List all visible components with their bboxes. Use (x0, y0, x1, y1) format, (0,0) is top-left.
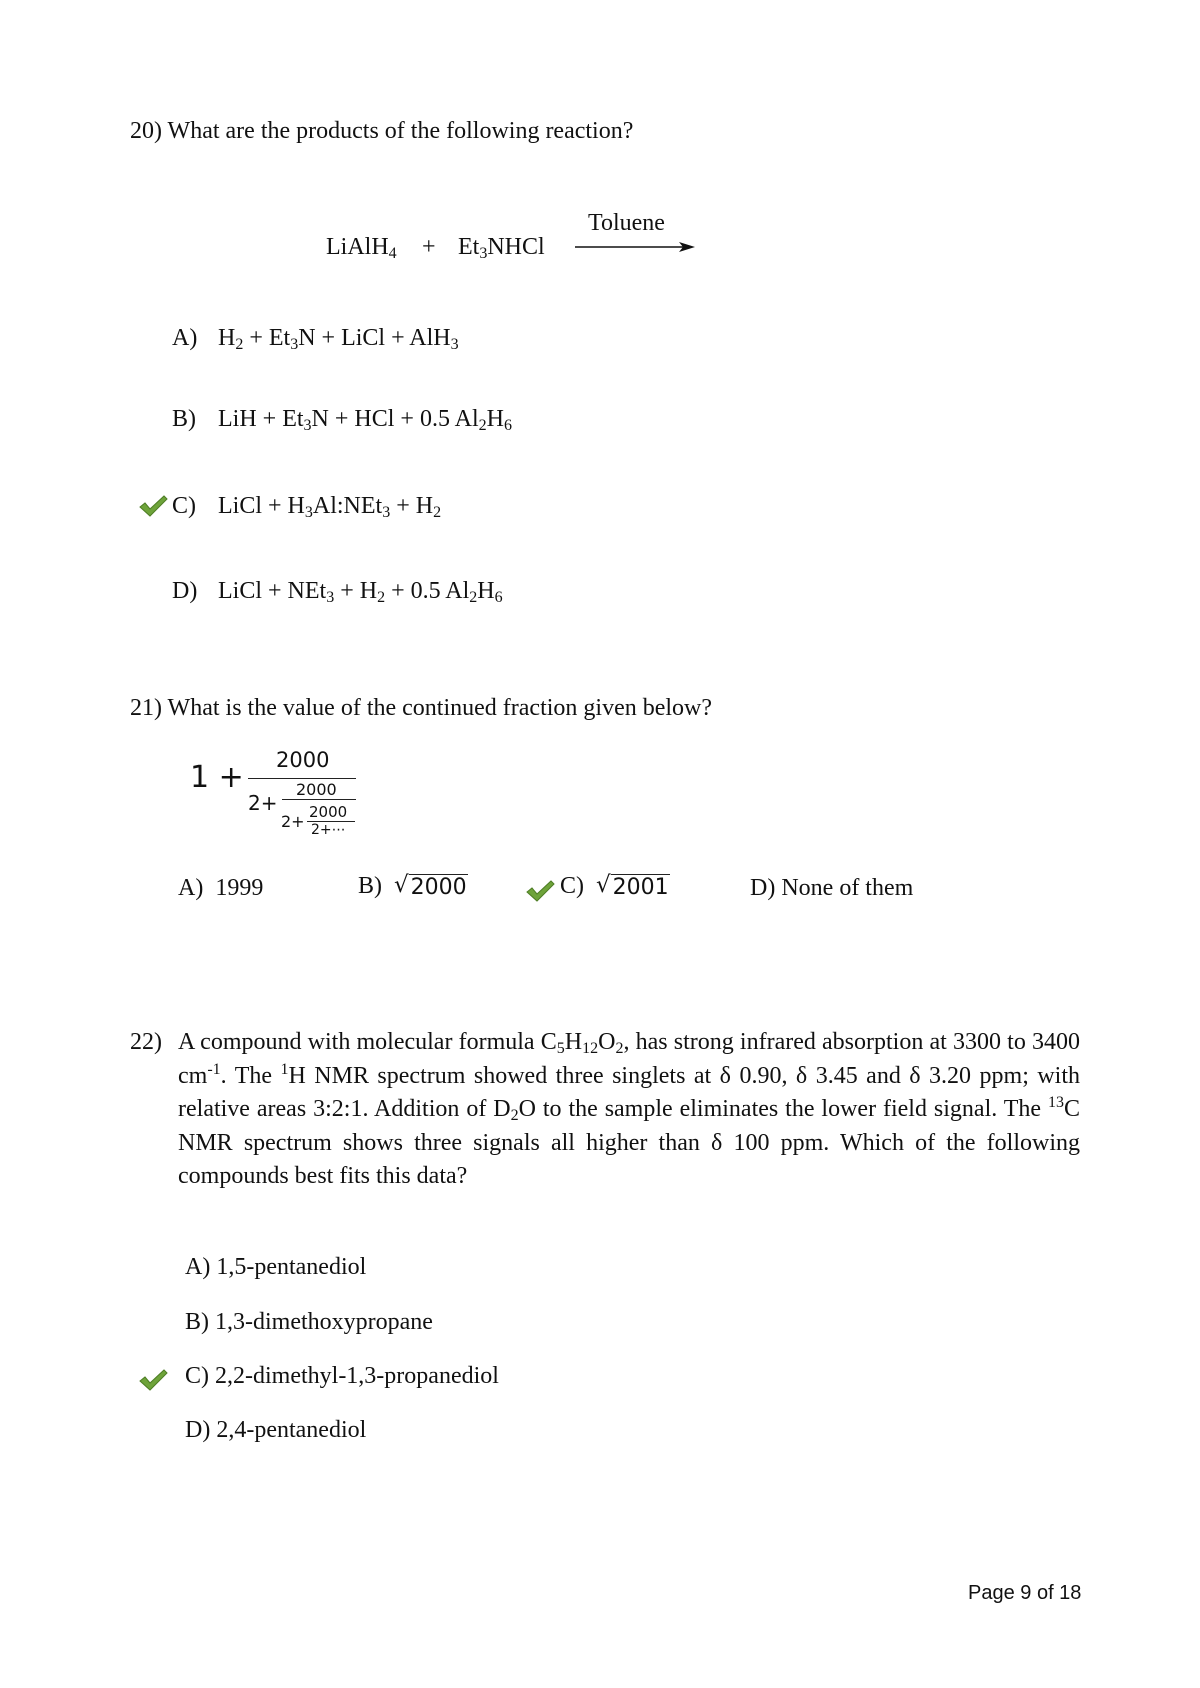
q22-question (130, 1026, 1080, 1194)
q21-question: 21) What is the value of the continued fraction given below? (130, 695, 713, 721)
option-label: C) (560, 872, 584, 899)
fraction-numerator-1: 2000 (276, 748, 330, 772)
option-label: D) (750, 875, 776, 901)
fraction-two-plus-1: 2+ (248, 791, 278, 815)
q20-option-b[interactable]: B) LiH + $Et_3N$ + HCl + 0.5 $Al_2H_6$ (172, 406, 512, 434)
page-number: Page 9 of 18 (968, 1582, 1082, 1604)
reaction-condition: Toluene (588, 210, 665, 236)
check-icon (138, 1368, 168, 1392)
q20-option-d[interactable]: D) LiCl + $NEt_3 + H_2 + 0.5$ $Al_2H_6$ (172, 578, 503, 606)
q22-number: 22) (130, 1029, 162, 1055)
fraction-bar-2 (282, 799, 356, 800)
reaction-arrow-icon (575, 240, 695, 254)
reactant-lialh4: LiAlH$_4$ (326, 234, 397, 262)
option-label: A) (178, 875, 204, 901)
q22-option-a[interactable]: A) 1,5-pentanediol (185, 1254, 367, 1280)
option-label: A) (172, 325, 198, 351)
reaction-plus: + (422, 234, 436, 260)
sqrt-2000: √ 2000 (394, 872, 467, 900)
option-label: B) (172, 406, 196, 432)
q22-option-d[interactable]: D) 2,4-pentanediol (185, 1417, 367, 1443)
fraction-numerator-2: 2000 (296, 780, 337, 799)
q22-option-c[interactable]: C) 2,2-dimethyl-1,3-propanediol (185, 1363, 499, 1389)
check-icon (138, 494, 168, 518)
fraction-numerator-3: 2000 (309, 803, 348, 821)
reactant-et3nhcl: $Et_3NHCl$ (458, 234, 545, 262)
q20-question: 20) What are the products of the following reaction? (130, 118, 634, 144)
option-value: 1999 (215, 875, 264, 901)
fraction-two-plus-2: 2+ (281, 812, 305, 831)
option-label: C) (172, 493, 196, 519)
fraction-one-plus: 1 + (190, 760, 244, 795)
check-icon (525, 879, 555, 903)
option-label: D) (172, 578, 198, 604)
q21-option-a[interactable] (178, 875, 263, 902)
q21-option-b[interactable] (358, 872, 468, 900)
option-label: B) (358, 872, 382, 899)
fraction-dots: 2+⋯ (311, 822, 346, 838)
sqrt-2001: √ 2001 (596, 872, 669, 900)
option-value: None of them (781, 875, 914, 901)
q22-option-b[interactable]: B) 1,3-dimethoxypropane (185, 1309, 433, 1335)
q21-option-d[interactable] (750, 875, 913, 902)
q21-option-c[interactable] (560, 872, 670, 900)
q20-option-c[interactable]: C) LiCl + $H_3Al:NEt_3 + H_2$ (172, 493, 442, 521)
q20-option-a[interactable]: A) $H_2 + Et_3N$ + LiCl + AlH$_3$ (172, 325, 459, 353)
fraction-bar-1 (248, 778, 356, 779)
q22-text: A compound with molecular formula $C_5H_{12}O_2$, has strong infrared absorption at 3300 to 3400 $cm^{-1}$. The $^1$H NMR spectrum showed three singlets at δ 0.90, δ 3.45 and δ 3.20 ppm; with relative areas 3:2:1. Addition of $D_2O$ to the sample eliminates the lower field signal. The $^{13}$C NMR spectrum shows three signals all higher than δ 100 ppm. Which of the following compounds best fits this data? (178, 1029, 1080, 1189)
